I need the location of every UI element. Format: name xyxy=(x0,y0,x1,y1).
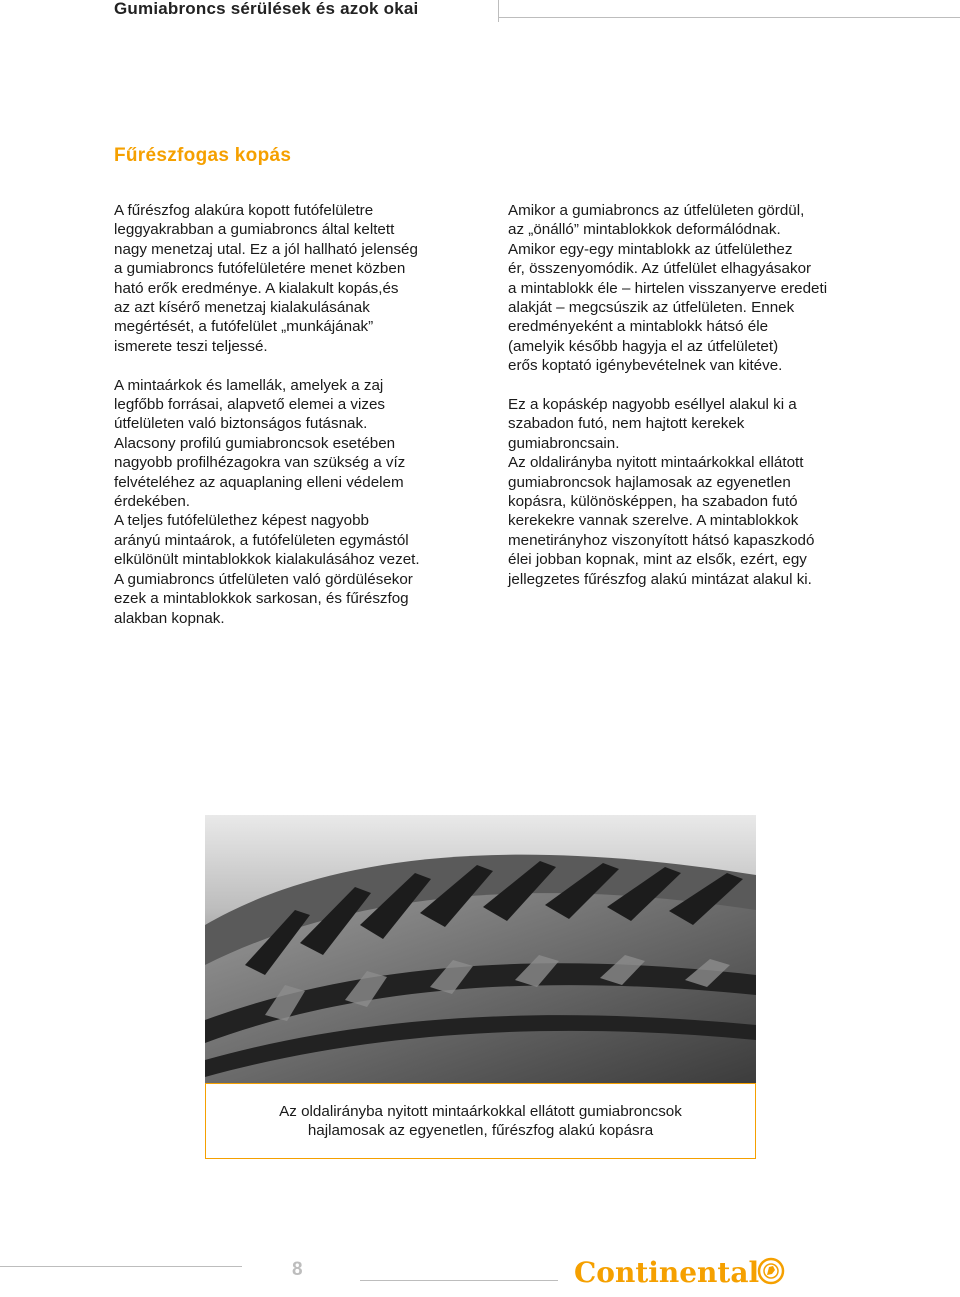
text-line: ható erők eredménye. A kialakult kopás,és xyxy=(114,279,399,297)
right-text-column xyxy=(508,201,848,589)
text-line: a gumiabroncs futófelületére menet közben xyxy=(114,260,406,278)
header-vertical-rule xyxy=(498,0,499,22)
text-line: megértését, a futófelület „munkájának” xyxy=(114,318,374,336)
text-line: A teljes futófelülethez képest nagyobb xyxy=(114,512,369,530)
text-line: A mintaárkok és lamellák, amelyek a zaj xyxy=(114,376,384,394)
text-line: A gumiabroncs útfelületen való gördülésekor xyxy=(114,570,413,588)
text-line: ér, összenyomódik. Az útfelület elhagyásakor xyxy=(508,260,812,278)
text-line: alakját – megcsúszik az útfelületen. Ennek xyxy=(508,299,795,317)
text-line: elkülönült mintablokkok kialakulásához vezet. xyxy=(114,551,420,569)
text-line: gumiabroncsain. xyxy=(508,434,620,452)
text-line: erős koptató igénybevételnek van kitéve. xyxy=(508,357,783,375)
left-paragraph xyxy=(114,376,460,628)
right-paragraph xyxy=(508,201,848,376)
horse-emblem-icon xyxy=(759,1259,783,1283)
text-line: az „önálló” mintablokkok deformálódnak. xyxy=(508,221,781,239)
text-line: alakban kopnak. xyxy=(114,609,225,627)
text-line: Amikor a gumiabroncs az útfelületen gördül, xyxy=(508,202,805,219)
text-line: nagy menetzaj utal. Ez a jól hallható jelenség xyxy=(114,240,418,258)
left-text-column xyxy=(114,201,460,628)
caption-line-1: Az oldalirányba nyitott mintaárkokkal ellátott gumiabroncsok xyxy=(279,1102,682,1120)
text-line: nagyobb profilhézagokra van szükség a víz xyxy=(114,454,406,472)
tire-tread-photo xyxy=(205,815,756,1083)
text-line: felvételéhez az aquaplaning elleni védelem xyxy=(114,473,404,491)
text-line: legfőbb forrásai, alapvető elemei a vizes xyxy=(114,396,385,414)
text-line: érdekében. xyxy=(114,493,190,511)
right-paragraph xyxy=(508,395,848,589)
text-line: Amikor egy-egy mintablokk az útfelülethez xyxy=(508,240,793,258)
text-line: eredményeként a mintablokk hátsó éle xyxy=(508,318,769,336)
text-line: szabadon futó, nem hajtott kerekek xyxy=(508,415,745,433)
text-line: jellegzetes fűrészfog alakú mintázat alakul ki. xyxy=(508,570,812,588)
text-line: Az oldalirányba nyitott mintaárkokkal ellátott xyxy=(508,454,804,472)
logo-wordmark: Continental xyxy=(574,1256,760,1289)
text-line: a mintablokk éle – hirtelen visszanyerve eredeti xyxy=(508,279,828,297)
caption-line-2: hajlamosak az egyenetlen, fűrészfog alakú kopásra xyxy=(307,1122,654,1139)
text-line: az azt kísérő menetzaj kialakulásának xyxy=(114,299,370,317)
text-line: menetirányhoz viszonyított hátsó kapaszkodó xyxy=(508,531,815,549)
header-horizontal-rule xyxy=(498,17,960,18)
text-line: élei jobban kopnak, mint az elsők, ezért, egy xyxy=(508,551,807,569)
text-line: (amelyik később hagyja el az útfelületet) xyxy=(508,337,779,355)
text-line: leggyakrabban a gumiabroncs által keltett xyxy=(114,221,395,239)
text-line: arányú mintaárok, a futófelületen egymástól xyxy=(114,531,409,549)
left-paragraph xyxy=(114,201,460,356)
continental-logo xyxy=(572,1248,786,1292)
text-line: ezek a mintablokkok sarkosan, és fűrészfog xyxy=(114,590,409,608)
footer-rule-left xyxy=(0,1266,242,1267)
running-header-title: Gumiabroncs sérülések és azok okai xyxy=(114,0,419,18)
text-line: gumiabroncsok hajlamosak az egyenetlen xyxy=(508,473,791,491)
text-line: ismerete teszi teljessé. xyxy=(114,337,268,355)
text-line: A fűrészfog alakúra kopott futófelületre xyxy=(114,202,374,219)
text-line: útfelületen való biztonságos futásnak. xyxy=(114,415,368,433)
text-line: Ez a kopáskép nagyobb eséllyel alakul ki a xyxy=(508,396,797,414)
text-line: kopásra, különösképpen, ha szabadon futó xyxy=(508,493,798,511)
text-line: Alacsony profilú gumiabroncsok esetében xyxy=(114,434,396,452)
page-number: 8 xyxy=(292,1259,303,1280)
footer-rule-middle xyxy=(360,1280,558,1281)
tire-tread-image xyxy=(205,815,756,1083)
text-line: kerekekre vannak szerelve. A mintablokkok xyxy=(508,512,799,530)
section-title: Fűrészfogas kopás xyxy=(114,145,292,166)
figure-caption xyxy=(205,1083,756,1159)
